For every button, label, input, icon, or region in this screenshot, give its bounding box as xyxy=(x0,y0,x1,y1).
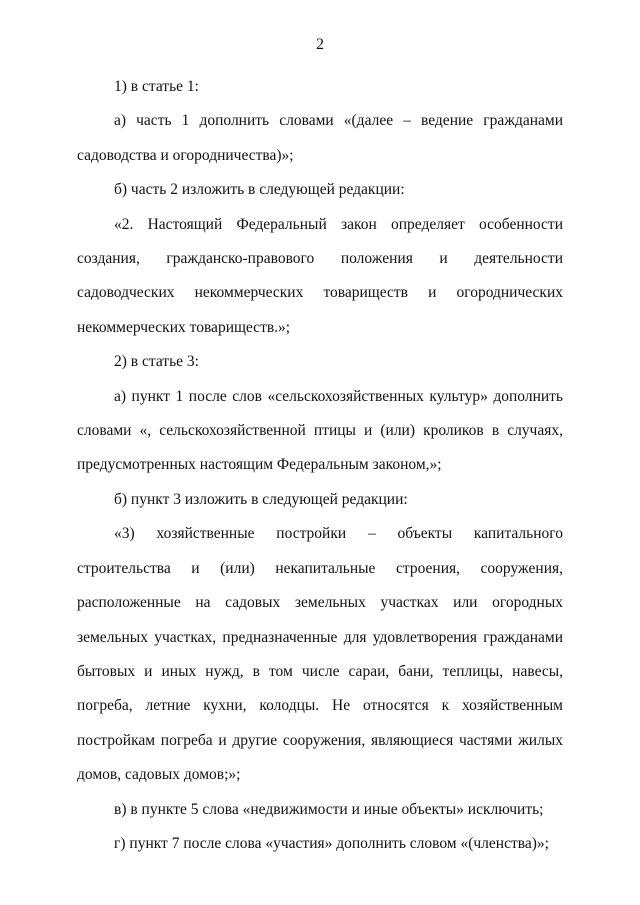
paragraph-article-3-item-3: б) пункт 3 изложить в следующей редакции: xyxy=(114,490,408,508)
paragraph-article-1-part-1: а) часть 1 дополнить словами «(далее – ведение гражданами садоводства и огородничества)»; xyxy=(77,112,563,164)
paragraph-article-1-part-2-text: «2. Настоящий Федеральный закон определяет особенности создания, гражданско-правового положения и деятельности садоводческих некоммерческих товариществ и огороднических некоммерческих товариществ.»; xyxy=(77,215,563,336)
paragraph-article-1-part-2: б) часть 2 изложить в следующей редакции: xyxy=(114,181,405,199)
document-body xyxy=(77,70,563,861)
paragraph-article-3-item-7: г) пункт 7 после слова «участия» дополнить словом «(членства)»; xyxy=(114,834,549,852)
paragraph-article-3: 2) в статье 3: xyxy=(114,353,199,371)
paragraph-article-3-item-3-text: «3) хозяйственные постройки – объекты капитального строительства и (или) некапитальные строения, сооружения, расположенные на садовых земельных участках или огородных земельных участках, предназначенные для удовлетворения гражданами бытовых и иных нужд, в том числе сараи, бани, теплицы, навесы, погреба, летние кухни, колодцы. Не относятся к хозяйственным постройкам погреба и другие сооружения, являющиеся частями жилых домов, садовых домов;»; xyxy=(77,525,563,784)
paragraph-article-3-item-1: а) пункт 1 после слов «сельскохозяйственных культур» дополнить словами «, сельскохозяйственной птицы и (или) кроликов в случаях, предусмотренных настоящим Федеральным законом,»; xyxy=(77,387,563,474)
page-number: 2 xyxy=(316,36,324,53)
paragraph-article-1: 1) в статье 1: xyxy=(114,78,199,95)
paragraph-article-3-item-5: в) в пункте 5 слова «недвижимости и иные объекты» исключить; xyxy=(114,800,544,818)
